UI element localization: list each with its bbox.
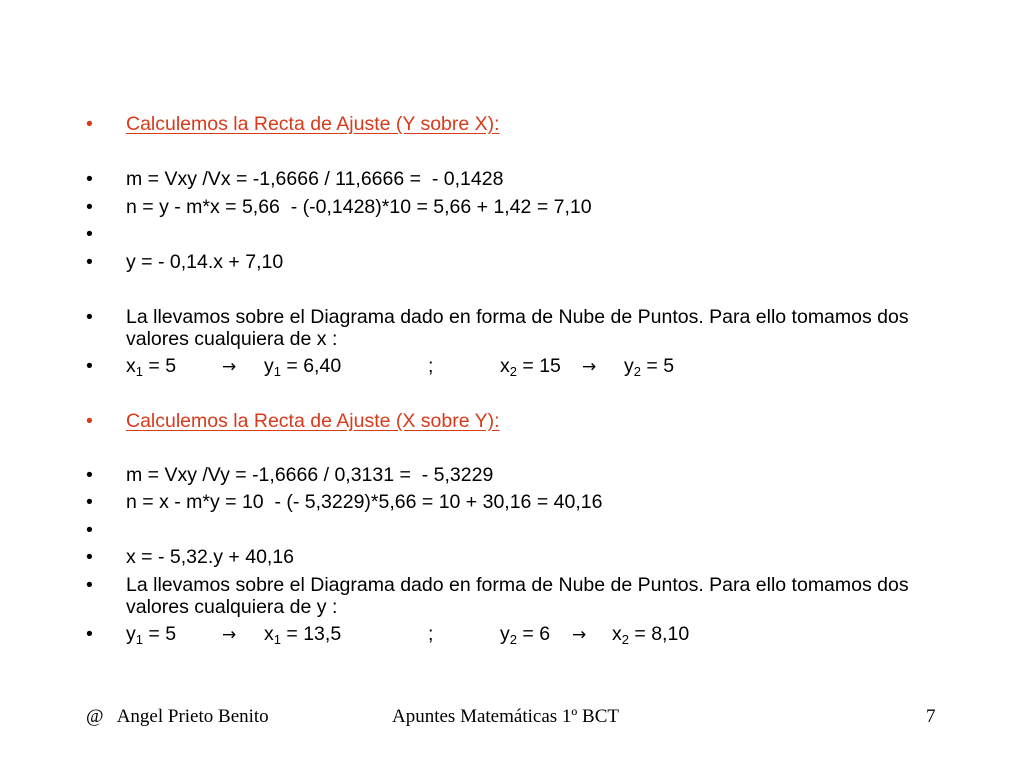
point-x1: $x_1 = 5$: [126, 355, 177, 379]
point-y1: $y_1 = 6,40$: [264, 355, 342, 379]
bullet: •: [86, 546, 93, 568]
bullet: •: [86, 168, 93, 190]
equation-text: x = - 5,32.y + 40,16: [126, 546, 295, 568]
slope-text: m = Vxy /Vy = -1,6666 / 0,3131 = - 5,3229: [126, 464, 494, 486]
arrow-icon: →: [222, 625, 237, 645]
bullet: •: [86, 306, 93, 328]
footer-course: Apuntes Matemáticas 1º BCT: [392, 706, 619, 727]
point-y2: $y_2 = 5$: [624, 355, 675, 379]
bullet: •: [86, 410, 93, 432]
plot-instruction-text: La llevamos sobre el Diagrama dado en forma de Nube de Puntos. Para ello tomamos dos valores cualquiera de x :: [126, 306, 909, 350]
point-x1: $x_1 = 13,5$: [264, 623, 342, 647]
intercept-text: n = x - m*y = 10 - (- 5,3229)*5,66 = 10 + 30,16 = 40,16: [126, 491, 603, 513]
footer-page-number: 7: [926, 706, 936, 727]
separator: ;: [428, 623, 434, 645]
bullet: •: [86, 251, 93, 273]
slope-text: m = Vxy /Vx = -1,6666 / 11,6666 = - 0,1428: [126, 168, 504, 190]
intercept-text: n = y - m*x = 5,66 - (-0,1428)*10 = 5,66 + 1,42 = 7,10: [126, 196, 592, 218]
bullet: •: [86, 196, 93, 218]
separator: ;: [428, 355, 434, 377]
arrow-icon: →: [222, 357, 237, 377]
point-x2: $x_2 = 8,10$: [612, 623, 690, 647]
footer-author: @ Angel Prieto Benito: [86, 706, 269, 727]
bullet: •: [86, 355, 93, 377]
heading-text: Calculemos la Recta de Ajuste (X sobre Y):: [126, 410, 500, 432]
point-y2: $y_2 = 6$: [500, 623, 551, 647]
plot-instruction-text: La llevamos sobre el Diagrama dado en forma de Nube de Puntos. Para ello tomamos dos valores cualquiera de y :: [126, 574, 909, 618]
bullet: •: [86, 113, 93, 135]
equation-text: y = - 0,14.x + 7,10: [126, 251, 284, 273]
arrow-icon: →: [572, 625, 587, 645]
heading-text: Calculemos la Recta de Ajuste (Y sobre X):: [126, 113, 500, 135]
bullet: •: [86, 623, 93, 645]
bullet: •: [86, 519, 93, 541]
arrow-icon: →: [582, 357, 597, 377]
bullet: •: [86, 223, 93, 245]
point-y1: $y_1 = 5$: [126, 623, 177, 647]
bullet: •: [86, 464, 93, 486]
bullet: •: [86, 491, 93, 513]
bullet: •: [86, 574, 93, 596]
point-x2: $x_2 = 15$: [500, 355, 561, 379]
